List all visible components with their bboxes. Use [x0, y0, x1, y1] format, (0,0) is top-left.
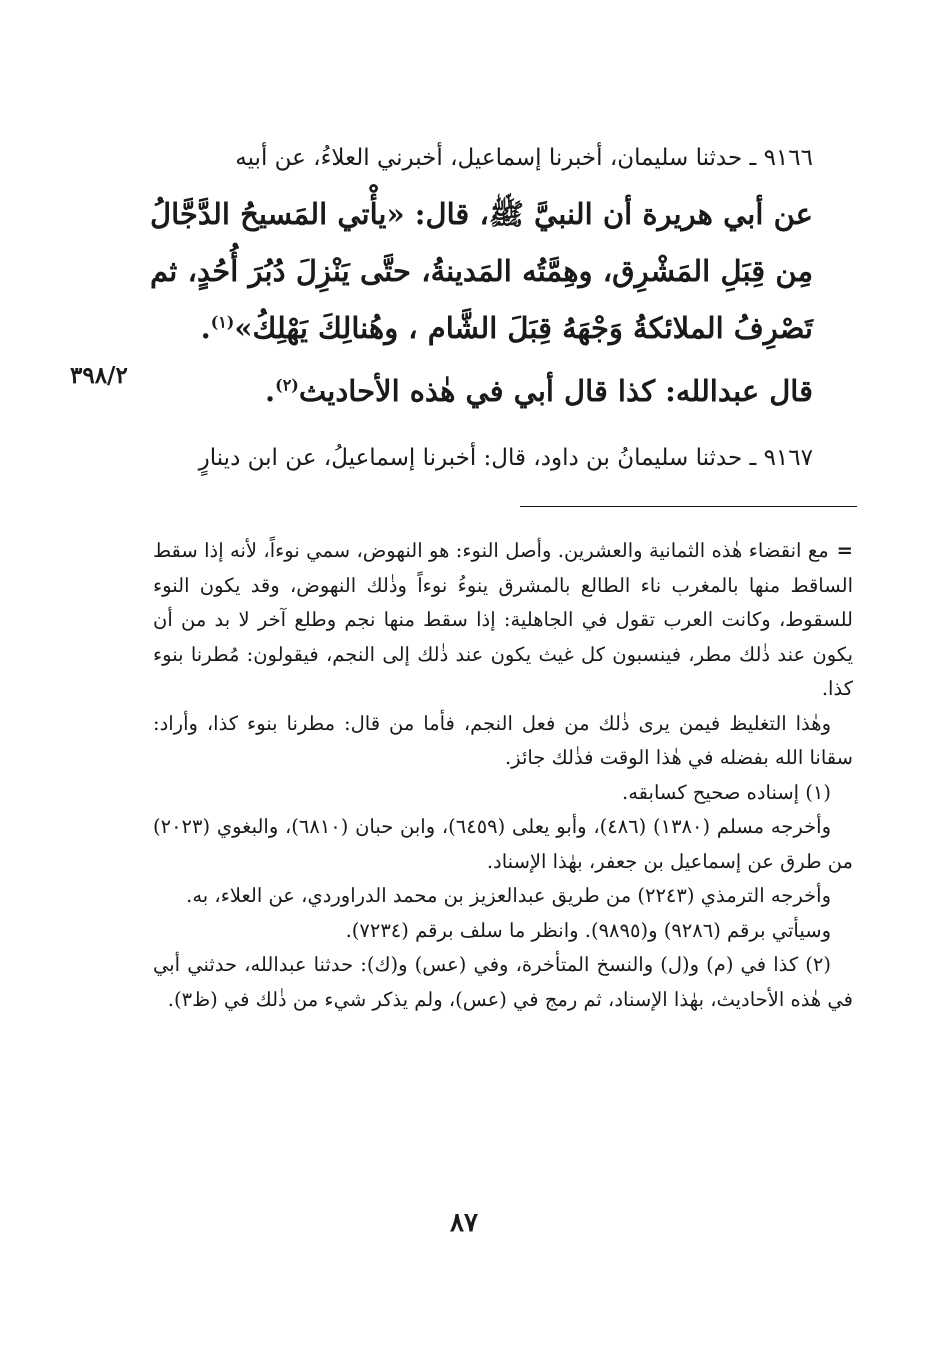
hadith-9166-matn [150, 186, 813, 357]
continuation-mark: = [836, 539, 853, 562]
hadith-9166-end: . [200, 311, 211, 345]
footnote-1-tirmidhi: وأخرجه الترمذي (٢٢٤٣) من طريق عبدالعزيز بن محمد الدراوردي، عن العلاء، به. [186, 884, 831, 907]
abdullah-statement [150, 363, 813, 419]
main-text [150, 138, 813, 479]
footnote-1-crossref: وسيأتي برقم (٩٢٨٦) و(٩٨٩٥). وانظر ما سلف برقم (٧٢٣٤). [345, 918, 831, 942]
footnotes-section [153, 534, 853, 1017]
footnote-1-muslim: وأخرجه مسلم (١٣٨٠) (٤٨٦)، وأبو يعلى (٦٤٥٩)، وابن حبان (٦٨١٠)، والبغوي (٢٠٢٣) من طرق عن إسماعيل بن جعفر، بهٰذا الإسناد. [153, 815, 853, 873]
hadith-9167-heading [150, 437, 813, 479]
footnote-2: (٢) كذا في (م) و(ل) والنسخ المتأخرة، وفي (عس) و(ك): حدثنا عبدالله، حدثني أبي في هٰذه الأحاديث، بهٰذا الإسناد، ثم رمج في (عس)، ولم يذكر شيء من ذٰلك في (ظ٣). [153, 953, 853, 1011]
footnote-ref-1[interactable]: (١) [210, 312, 235, 332]
page-number: ٨٧ [450, 1208, 478, 1238]
abdullah-statement-end: . [265, 374, 276, 408]
footnote-separator-line [520, 506, 857, 507]
footnote-continuation [153, 534, 853, 707]
hadith-9167-heading-text: ٩١٦٧ ـ حدثنا سليمانُ بن داود، قال: أخبرنا إسماعيلُ، عن ابن دينارٍ [198, 445, 813, 471]
footnote-ref-2[interactable]: (٢) [275, 375, 299, 395]
hadith-9166-heading [150, 138, 813, 178]
hadith-9166-heading-text: ٩١٦٦ ـ حدثنا سليمان، أخبرنا إسماعيل، أخبرني العلاءُ، عن أبيه [235, 145, 813, 171]
margin-volume-page-reference: ٣٩٨/٢ [70, 362, 128, 389]
abdullah-statement-text: قال عبدالله: كذا قال أبي في هٰذه الأحاديث [298, 374, 813, 408]
footnote-taghlith-note: وهٰذا التغليظ فيمن يرى ذٰلك من فعل النجم، فأما من قال: مطرنا بنوء كذا، وأراد: سقانا الله بفضله في هٰذا الوقت فذٰلك جائز. [153, 711, 853, 769]
footnote-continuation-text: مع انقضاء هٰذه الثمانية والعشرين. وأصل النوء: هو النهوض، سمي نوءاً، لأنه إذا سقط الساقط منها بالمغرب ناء الطالع بالمشرق ينوءُ نوءاً وذٰلك النهوض، وقد يكون النوء للسقوط، وكانت العرب تقول في الجاهلية: إذا سقط منها نجم وطلع آخر لا بد من أن يكون عند ذٰلك مطر، فينسبون كل غيث يكون عند ذٰلك إلى النجم، فيقولون: مُطرنا بنوء كذا. [153, 539, 853, 700]
footnote-1-heading: (١) إسناده صحيح كسابقه. [622, 780, 831, 804]
hadith-9166-matn-text: عن أبي هريرة أن النبيَّ ﷺ، قال: «يأْتي المَسيحُ الدَّجَّالُ مِن قِبَلِ المَشْرِق، وهِمَّتُه المَدينةُ، حتَّى يَنْزِلَ دُبُرَ أُحُدٍ، ثم تَصْرِفُ الملائكةُ وَجْهَهُ قِبَلَ الشَّام ، وهُنالِكَ يَهْلِكُ» [150, 197, 813, 345]
